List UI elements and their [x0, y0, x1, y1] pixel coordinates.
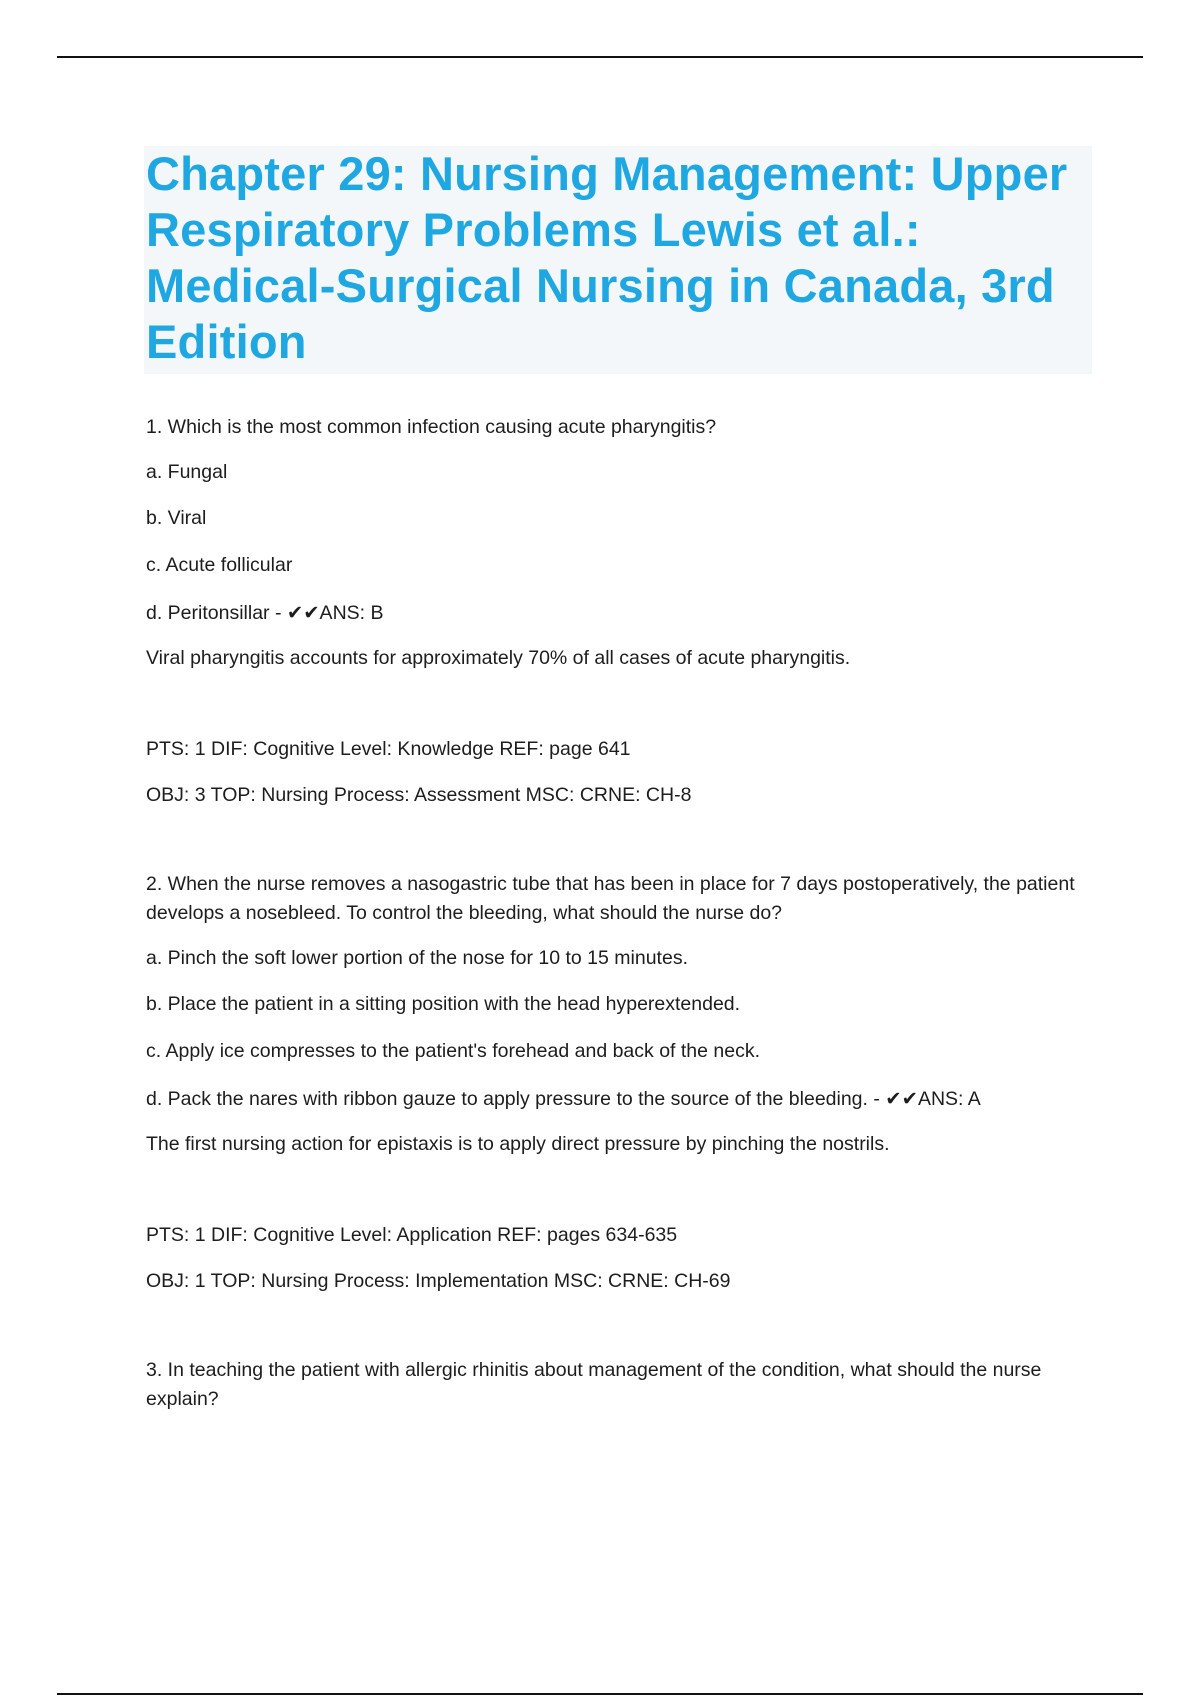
question-2-rationale: The first nursing action for epistaxis is to apply direct pressure by pinching the nostrils. — [146, 1133, 890, 1155]
question-1-option-b: b. Viral — [146, 507, 207, 529]
title-block — [144, 146, 1092, 374]
question-1-rationale: Viral pharyngitis accounts for approximately 70% of all cases of acute pharyngitis. — [146, 647, 851, 669]
question-2-stem: 2. When the nurse removes a nasogastric tube that has been in place for 7 days postoperatively, the patient develops a nosebleed. To control the bleeding, what should the nurse do? — [146, 873, 1075, 924]
page-title: Chapter 29: Nursing Management: Upper Respiratory Problems Lewis et al.: Medical-Surgical Nursing in Canada, 3rd Edition — [146, 147, 1068, 368]
question-1-option-d: d. Peritonsillar - ✔✔ANS: B — [146, 602, 384, 624]
question-2-option-a: a. Pinch the soft lower portion of the nose for 10 to 15 minutes. — [146, 947, 688, 969]
question-1-option-a: a. Fungal — [146, 461, 228, 483]
question-2-meta-pts: PTS: 1 DIF: Cognitive Level: Application REF: pages 634-635 — [146, 1224, 678, 1246]
question-1-option-c: c. Acute follicular — [146, 554, 293, 576]
question-2-option-b: b. Place the patient in a sitting position with the head hyperextended. — [146, 993, 741, 1015]
question-3-stem: 3. In teaching the patient with allergic rhinitis about management of the condition, what should the nurse explain? — [146, 1359, 1042, 1410]
question-1-meta-obj: OBJ: 3 TOP: Nursing Process: Assessment MSC: CRNE: CH-8 — [146, 784, 692, 806]
question-2-option-c: c. Apply ice compresses to the patient's forehead and back of the neck. — [146, 1040, 761, 1062]
question-2-meta-obj: OBJ: 1 TOP: Nursing Process: Implementation MSC: CRNE: CH-69 — [146, 1270, 731, 1292]
top-rule — [57, 56, 1143, 58]
question-1-stem: 1. Which is the most common infection causing acute pharyngitis? — [146, 416, 717, 438]
question-2-option-d: d. Pack the nares with ribbon gauze to apply pressure to the source of the bleeding. - ✔✔ANS: A — [146, 1088, 981, 1110]
bottom-rule — [57, 1693, 1143, 1695]
question-1-meta-pts: PTS: 1 DIF: Cognitive Level: Knowledge REF: page 641 — [146, 738, 631, 760]
